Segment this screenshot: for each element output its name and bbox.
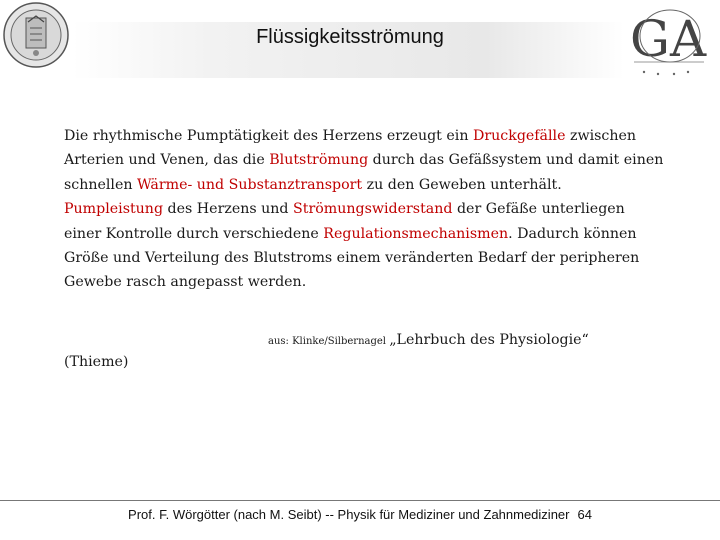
page-number: 64 xyxy=(577,507,592,522)
citation-title: „Lehrbuch des Physiologie“ xyxy=(389,332,589,348)
highlighted-term: Blutströmung xyxy=(269,152,369,169)
body-text-run: der Gefäße unterliegen einer Kontrolle durch verschiedene xyxy=(64,201,625,242)
citation-publisher: (Thieme) xyxy=(64,354,129,370)
citation-source: aus: Klinke/Silbernagel xyxy=(268,336,390,347)
footer-text: Prof. F. Wörgötter (nach M. Seibt) -- Physik für Mediziner und Zahnmediziner xyxy=(128,507,570,522)
body-text-run: zwischen Arterien und Venen, das die xyxy=(64,128,637,169)
body-text-run: zu den Geweben unterhält. xyxy=(362,176,562,193)
footer-divider xyxy=(0,500,720,501)
citation xyxy=(268,332,589,348)
body-paragraph xyxy=(64,124,664,295)
ga-logo-icon xyxy=(624,4,708,80)
highlighted-term: Wärme- und Substanztransport xyxy=(137,176,363,193)
highlighted-term: Regulationsmechanismen xyxy=(323,225,509,242)
svg-text:GA: GA xyxy=(630,10,707,68)
page-title: Flüssigkeitsströmung xyxy=(256,26,444,48)
highlighted-term: Strömungswiderstand xyxy=(293,201,453,218)
body-text-run: durch das Gefäßsystem und damit einen schnellen xyxy=(64,152,664,193)
body-text-run: Die rhythmische Pumptätigkeit des Herzens erzeugt ein xyxy=(64,128,473,144)
body-text-run: . Dadurch können Größe und Verteilung des Blutstroms einem veränderten Bedarf der peripheren Gewebe rasch angepasst werden. xyxy=(64,225,640,291)
university-seal-icon xyxy=(0,0,72,70)
body-text-run: des Herzens und xyxy=(163,201,294,218)
highlighted-term: Pumpleistung xyxy=(64,201,164,218)
footer xyxy=(0,507,720,522)
highlighted-term: Druckgefälle xyxy=(472,128,566,144)
